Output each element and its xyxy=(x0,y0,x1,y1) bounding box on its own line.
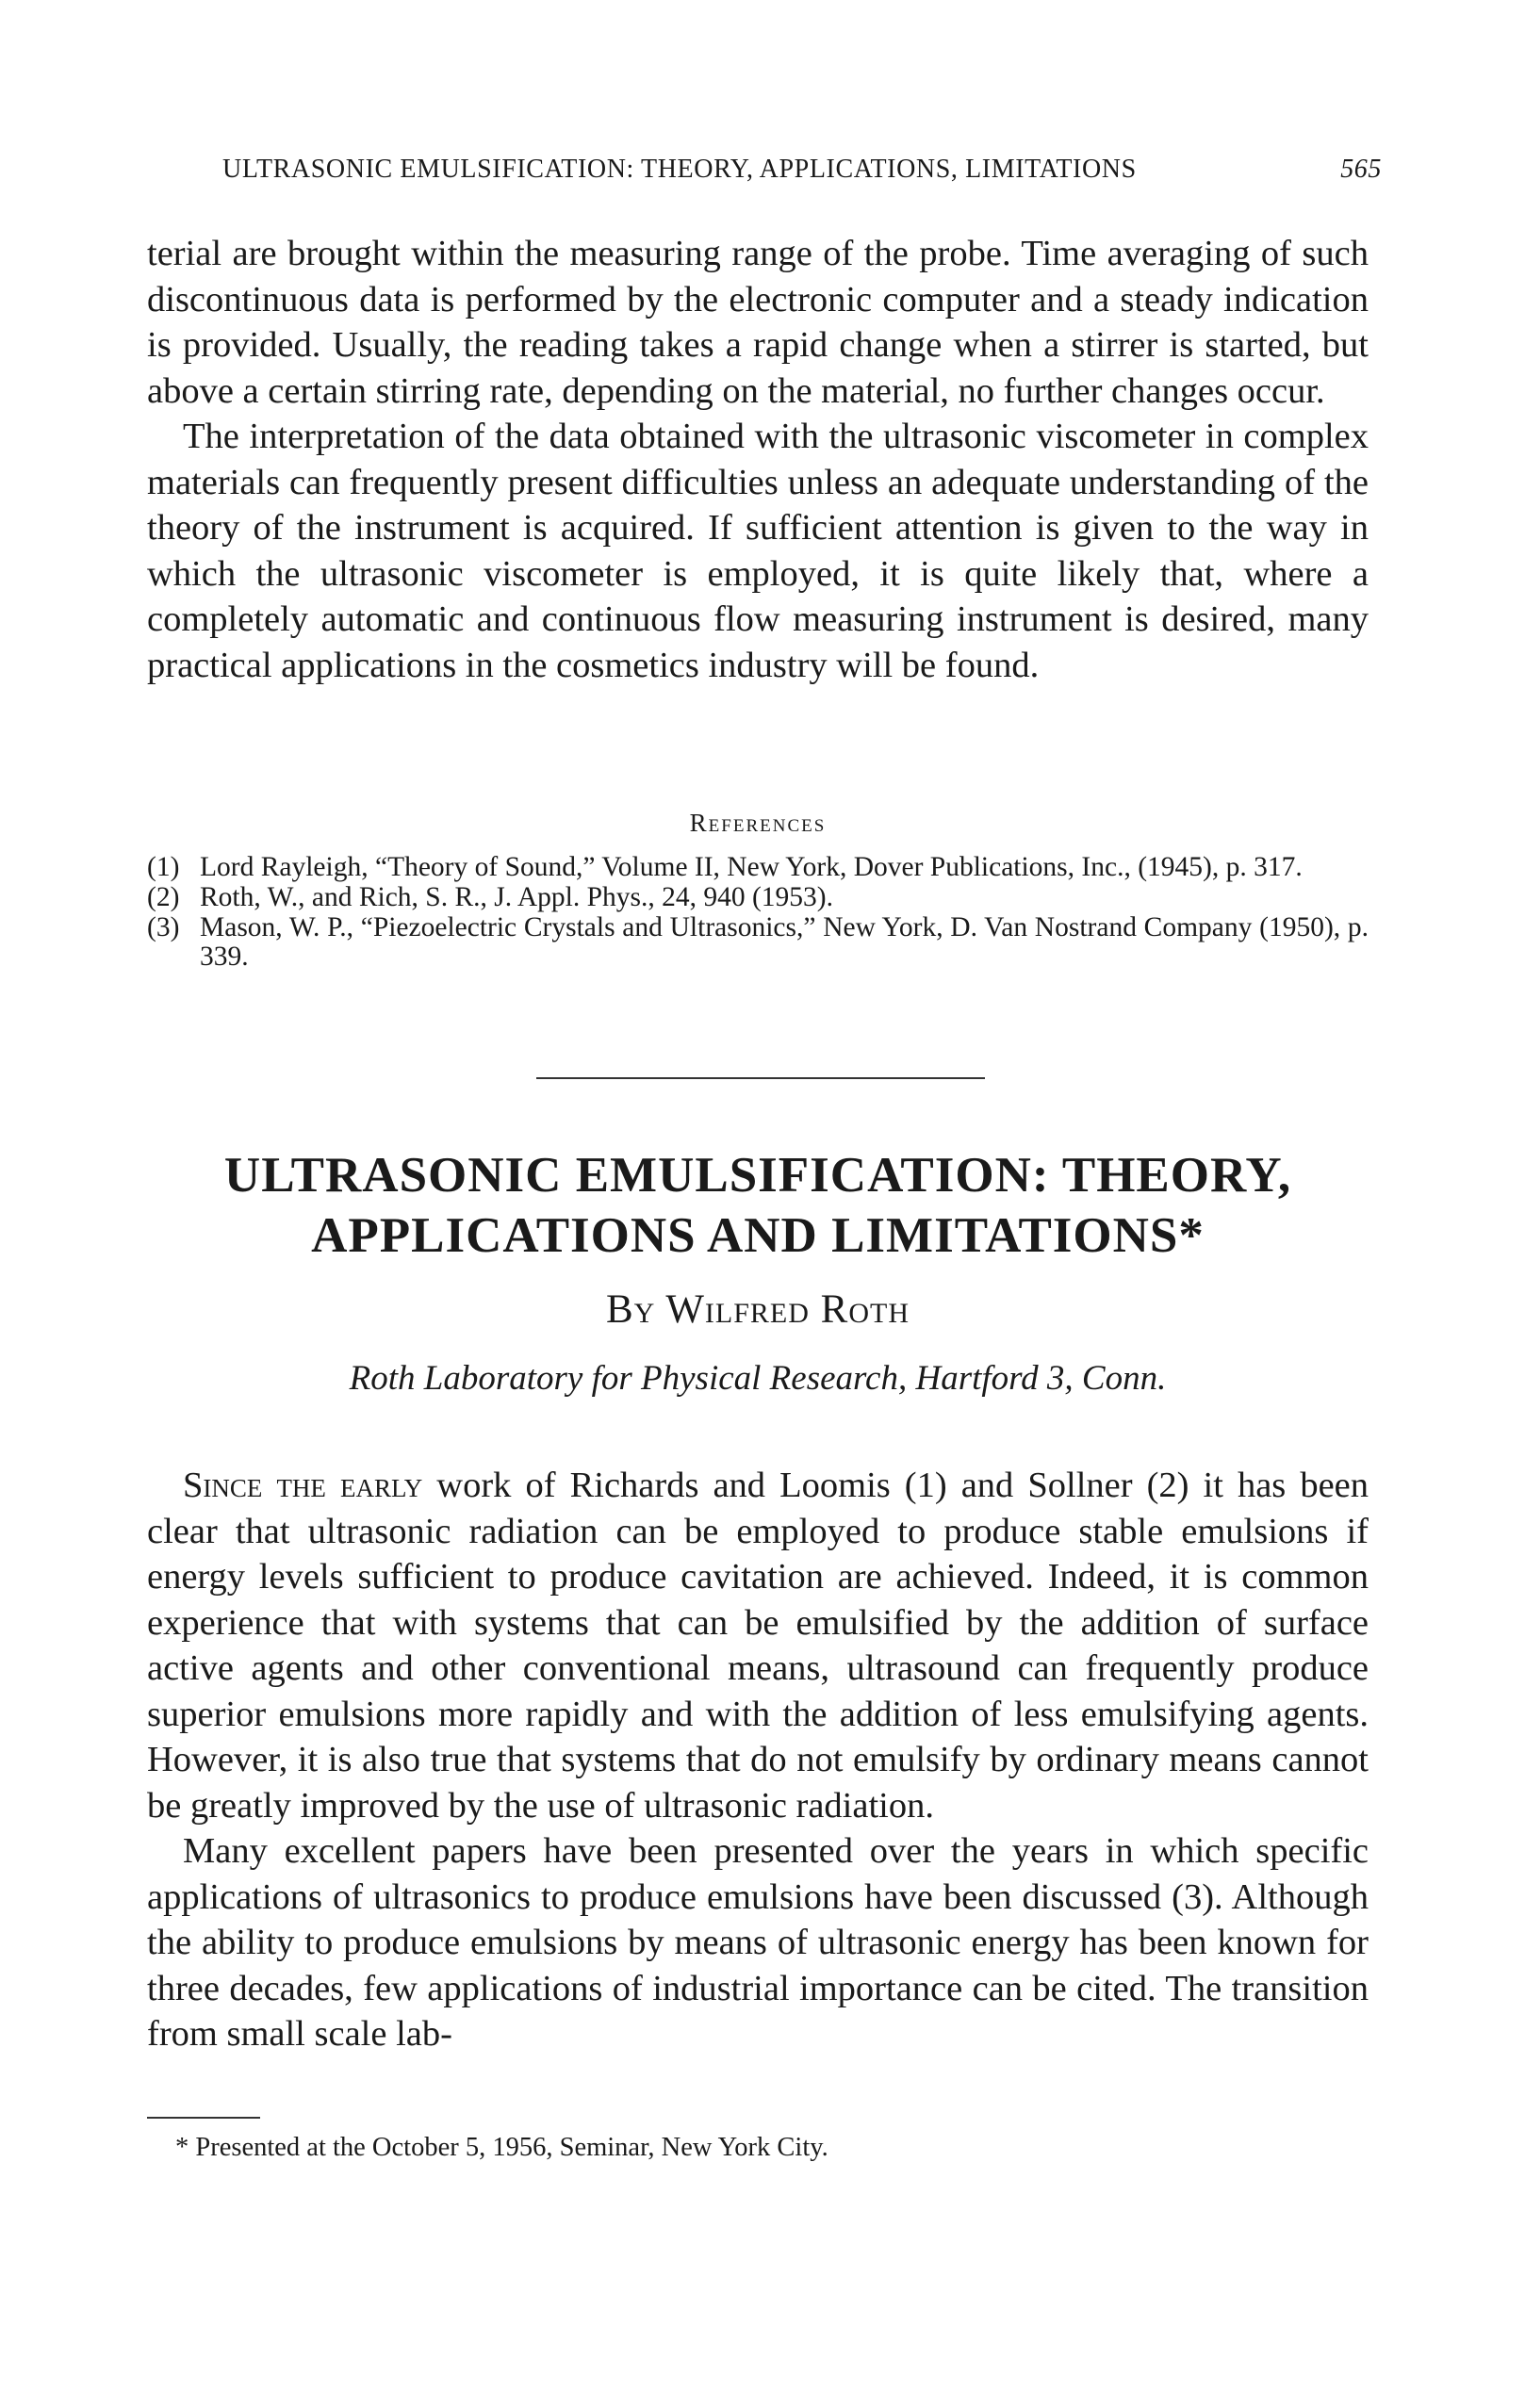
article-body xyxy=(147,1463,1369,2057)
footnote-rule xyxy=(147,2117,260,2119)
reference-number: (1) xyxy=(147,852,180,882)
article-title xyxy=(147,1145,1369,1266)
article-paragraph-1 xyxy=(147,1463,1369,1828)
references-heading: References xyxy=(689,809,827,837)
lead-in: Since the early xyxy=(183,1466,423,1505)
continued-paragraph-1: terial are brought within the measuring range of the probe. Time averaging of such discontinuous data is performed by the electronic computer and a steady indication is provided. Usually, the reading takes a rapid change when a stirrer is started, but above a certain stirring rate, depending on the material, no further changes occur. xyxy=(147,234,1369,411)
article-title-line-1: ULTRASONIC EMULSIFICATION: THEORY, xyxy=(223,1148,1292,1203)
continued-text xyxy=(147,231,1369,688)
reference-number: (3) xyxy=(147,912,180,942)
reference-item xyxy=(147,883,1369,912)
article-paragraph-1-text: work of Richards and Loomis (1) and Sollner (2) it has been clear that ultrasonic radiation can be employed to produce stable emulsions if energy levels sufficient to produce cavitation are achieved. Indeed, it is common experience that with systems that can be emulsified by the addition of surface active agents and other conventional means, ultrasound can frequently produce superior emulsions more rapidly and with the addition of less emulsifying agents. However, it is also true that systems that do not emulsify by ordinary means cannot be greatly improved by the use of ultrasonic radiation. xyxy=(147,1466,1369,1826)
reference-number: (2) xyxy=(147,882,180,912)
running-head xyxy=(222,155,1382,185)
reference-text: Mason, W. P., “Piezoelectric Crystals and Ultrasonics,” New York, D. Van Nostrand Company (1950), p. 339. xyxy=(200,912,1369,972)
reference-item xyxy=(147,853,1369,882)
reference-item xyxy=(147,913,1369,972)
section-divider xyxy=(536,1077,985,1079)
article-title-line-2: APPLICATIONS AND LIMITATIONS* xyxy=(311,1208,1205,1263)
references-list xyxy=(147,853,1369,973)
author-byline: By Wilfred Roth xyxy=(606,1287,910,1332)
reference-text: Roth, W., and Rich, S. R., J. Appl. Phys., 24, 940 (1953). xyxy=(200,882,834,912)
reference-text: Lord Rayleigh, “Theory of Sound,” Volume II, New York, Dover Publications, Inc., (1945), p. 317. xyxy=(200,852,1303,882)
footnote: * Presented at the October 5, 1956, Seminar, New York City. xyxy=(175,2133,828,2162)
page-number: 565 xyxy=(1340,155,1382,184)
article-paragraph-2: Many excellent papers have been presented over the years in which specific applications of ultrasonics to produce emulsions have been discussed (3). Although the ability to produce emulsions by means of ultrasonic energy has been known for three decades, few applications of industrial importance can be cited. The transition from small scale lab- xyxy=(147,1831,1369,2054)
running-head-title: ULTRASONIC EMULSIFICATION: THEORY, APPLICATIONS, LIMITATIONS xyxy=(222,155,1137,184)
continued-paragraph-2: The interpretation of the data obtained with the ultrasonic viscometer in complex materials can frequently present difficulties unless an adequate understanding of the theory of the instrument is acquired. If sufficient attention is given to the way in which the ultrasonic viscometer is employed, it is quite likely that, where a completely automatic and continuous flow measuring instrument is desired, many practical applications in the cosmetics industry will be found. xyxy=(147,417,1369,685)
author-affiliation: Roth Laboratory for Physical Research, Hartford 3, Conn. xyxy=(349,1359,1167,1398)
